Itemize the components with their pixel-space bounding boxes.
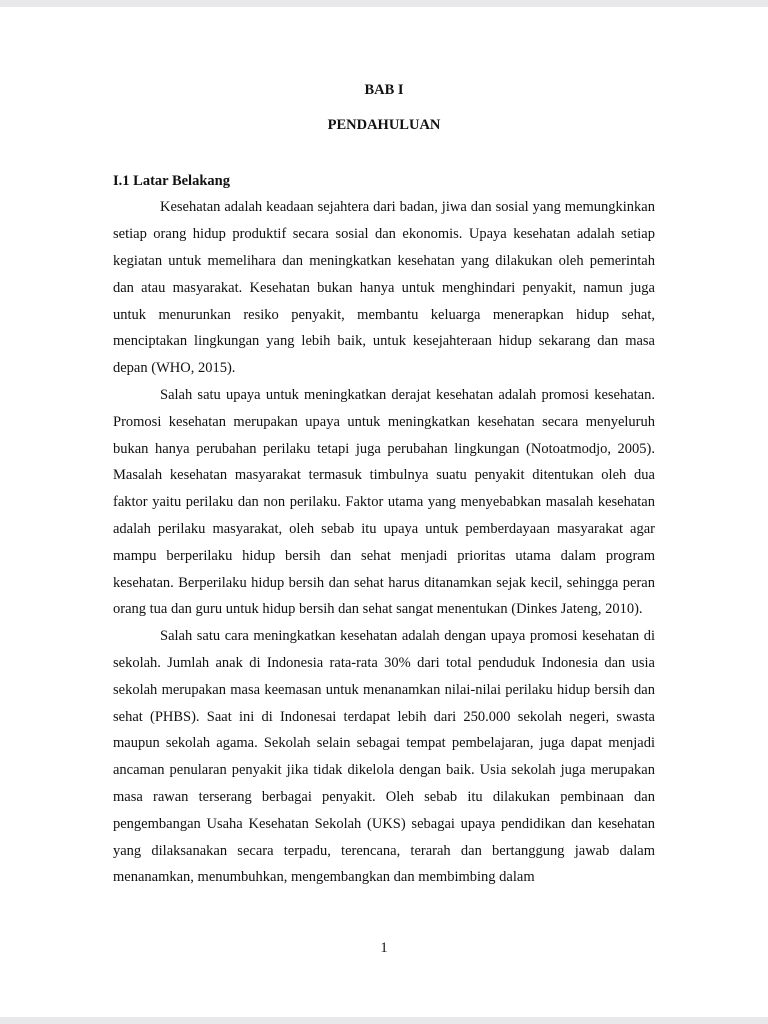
document-page (0, 7, 768, 1017)
chapter-title-heading: PENDAHULUAN (327, 116, 441, 133)
chapter-number-heading: BAB I (364, 82, 404, 98)
page-content (0, 7, 768, 891)
paragraph-2: Salah satu upaya untuk meningkatkan derajat kesehatan adalah promosi kesehatan. Promosi kesehatan merupakan upaya untuk meningkatkan kesehatan secara menyeluruh bukan hanya perubahan perilaku tetapi juga perubahan lingkungan (Notoatmodjo, 2005). Masalah kesehatan masyarakat termasuk timbulnya suatu penyakit ditentukan oleh dua faktor yaitu perilaku dan non perilaku. Faktor utama yang menyebabkan masalah kesehatan adalah perilaku masyarakat, oleh sebab itu upaya untuk pemberdayaan masyarakat agar mampu berperilaku hidup bersih dan sehat menjadi prioritas utama dalam program kesehatan. Berperilaku hidup bersih dan sehat harus ditanamkan sejak kecil, sehingga peran orang tua dan guru untuk hidup bersih dan sehat sangat menentukan (Dinkes Jateng, 2010). (113, 386, 655, 618)
paragraph-1: Kesehatan adalah keadaan sejahtera dari badan, jiwa dan sosial yang memungkinkan setiap orang hidup produktif secara sosial dan ekonomis. Upaya kesehatan adalah setiap kegiatan untuk memelihara dan meningkatkan kesehatan yang dilakukan oleh pemerintah dan atau masyarakat. Kesehatan bukan hanya untuk menghindari penyakit, namun juga untuk menurunkan resiko penyakit, membantu keluarga menerapkan hidup sehat, menciptakan lingkungan yang lebih baik, untuk kesejahteraan hidup sekarang dan masa depan (WHO, 2015). (113, 199, 655, 377)
page-number: 1 (380, 940, 388, 956)
paragraph-3: Salah satu cara meningkatkan kesehatan adalah dengan upaya promosi kesehatan di sekolah. Jumlah anak di Indonesia rata-rata 30% dari total penduduk Indonesia dan usia sekolah merupakan masa keemasan untuk menanamkan nilai-nilai perilaku hidup bersih dan sehat (PHBS). Saat ini di Indonesai terdapat lebih dari 250.000 sekolah negeri, swasta maupun sekolah agama. Sekolah selain sebagai tempat pembelajaran, juga dapat menjadi ancaman penularan penyakit jika tidak dikelola dengan baik. Usia sekolah juga merupakan masa rawan terserang berbagai penyakit. Oleh sebab itu dilakukan pembinaan dan pengembangan Usaha Kesehatan Sekolah (UKS) sebagai upaya pendidikan dan kesehatan yang dilaksanakan secara terpadu, terencana, terarah dan bertanggung jawab dalam menanamkan, menumbuhkan, mengembangkan dan membimbing dalam (113, 628, 655, 886)
section-heading: I.1 Latar Belakang (113, 172, 230, 189)
